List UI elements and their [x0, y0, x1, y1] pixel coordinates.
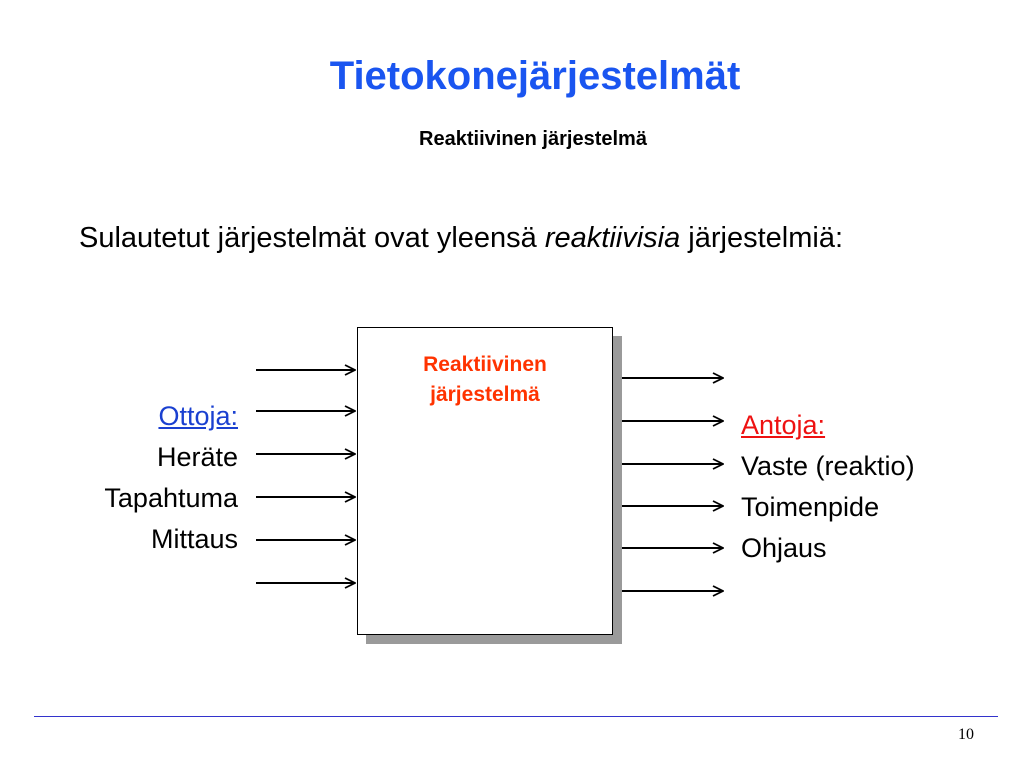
inputs-heading: Ottoja: — [158, 401, 238, 431]
intro-text-before: Sulautetut järjestelmät ovat yleensä — [79, 222, 545, 254]
output-item-ohjaus: Ohjaus — [741, 533, 827, 563]
system-box-label-line2: järjestelmä — [430, 383, 540, 406]
input-item-mittaus: Mittaus — [150, 524, 238, 554]
intro-text-emphasis: reaktiivisia — [544, 222, 681, 254]
input-item-herate: Heräte — [156, 442, 238, 472]
footer-divider — [34, 716, 998, 717]
output-item-vaste: Vaste (reaktio) — [741, 451, 915, 481]
system-box-label-line1: Reaktiivinen — [423, 353, 547, 376]
output-item-toimenpide: Toimenpide — [741, 492, 880, 522]
slide-subtitle: Reaktiivinen järjestelmä — [419, 128, 647, 150]
outputs-heading: Antoja: — [741, 410, 826, 440]
intro-text-after: järjestelmiä: — [680, 222, 844, 254]
slide-title: Tietokonejärjestelmät — [329, 54, 741, 98]
input-item-tapahtuma: Tapahtuma — [104, 483, 238, 513]
page-number: 10 — [958, 726, 974, 743]
